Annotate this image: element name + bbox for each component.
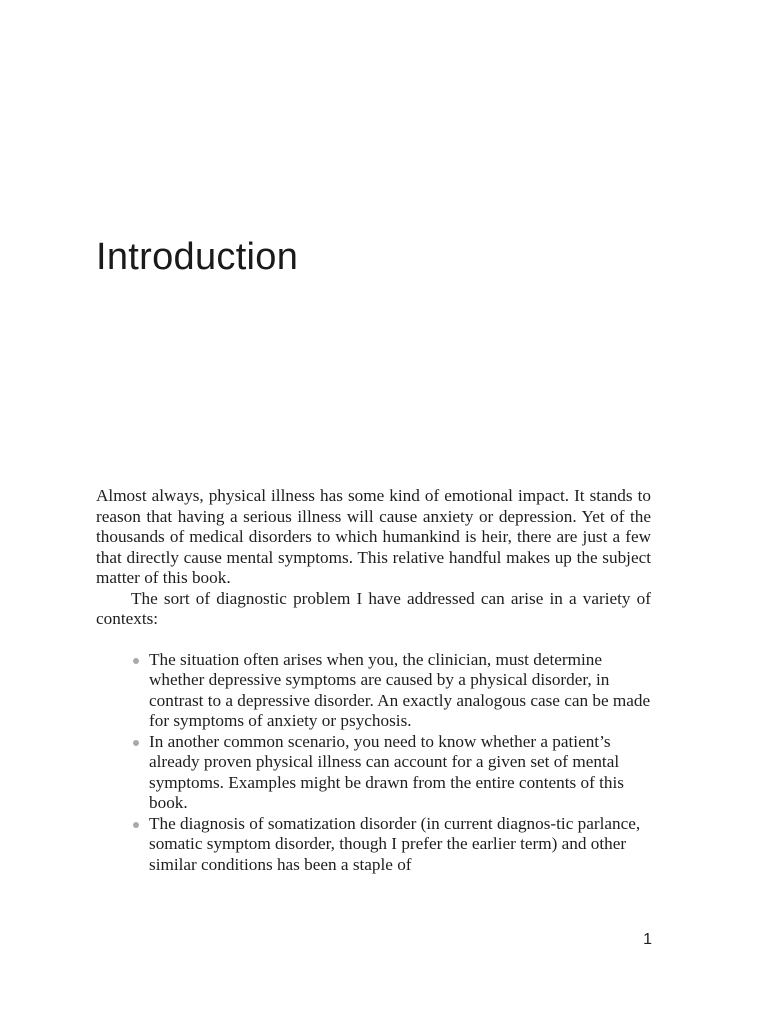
bullet-list	[96, 650, 651, 876]
page-number: 1	[643, 931, 652, 948]
bullet-icon	[133, 740, 139, 746]
list-item	[149, 814, 651, 876]
list-item-text: In another common scenario, you need to know whether a patient’s already proven physical illness can account for a given set of mental symptoms. Examples might be drawn from the entire contents of this book.	[149, 731, 624, 812]
body-text	[96, 486, 651, 875]
list-item	[149, 650, 651, 732]
paragraph-2: The sort of diagnostic problem I have addressed can arise in a variety of contexts:	[96, 588, 651, 628]
list-item	[149, 732, 651, 814]
paragraph-1: Almost always, physical illness has some kind of emotional impact. It stands to reason that having a serious illness will cause anxiety or depression. Yet of the thousands of medical disorders to which humankind is heir, there are just a few that directly cause mental symptoms. This relative handful makes up the subject matter of this book.	[96, 486, 651, 587]
list-item-text: The situation often arises when you, the clinician, must determine whether depressive symptoms are caused by a physical disorder, in contrast to a depressive disorder. An exactly analogous case can be made for symptoms of anxiety or psychosis.	[149, 649, 651, 730]
bullet-icon	[133, 822, 139, 828]
bullet-icon	[133, 658, 139, 664]
chapter-title: Introduction	[96, 236, 299, 278]
list-item-text: The diagnosis of somatization disorder (in current diagnos-tic parlance, somatic symptom disorder, though I prefer the earlier term) and other similar conditions has been a staple of	[149, 813, 641, 874]
